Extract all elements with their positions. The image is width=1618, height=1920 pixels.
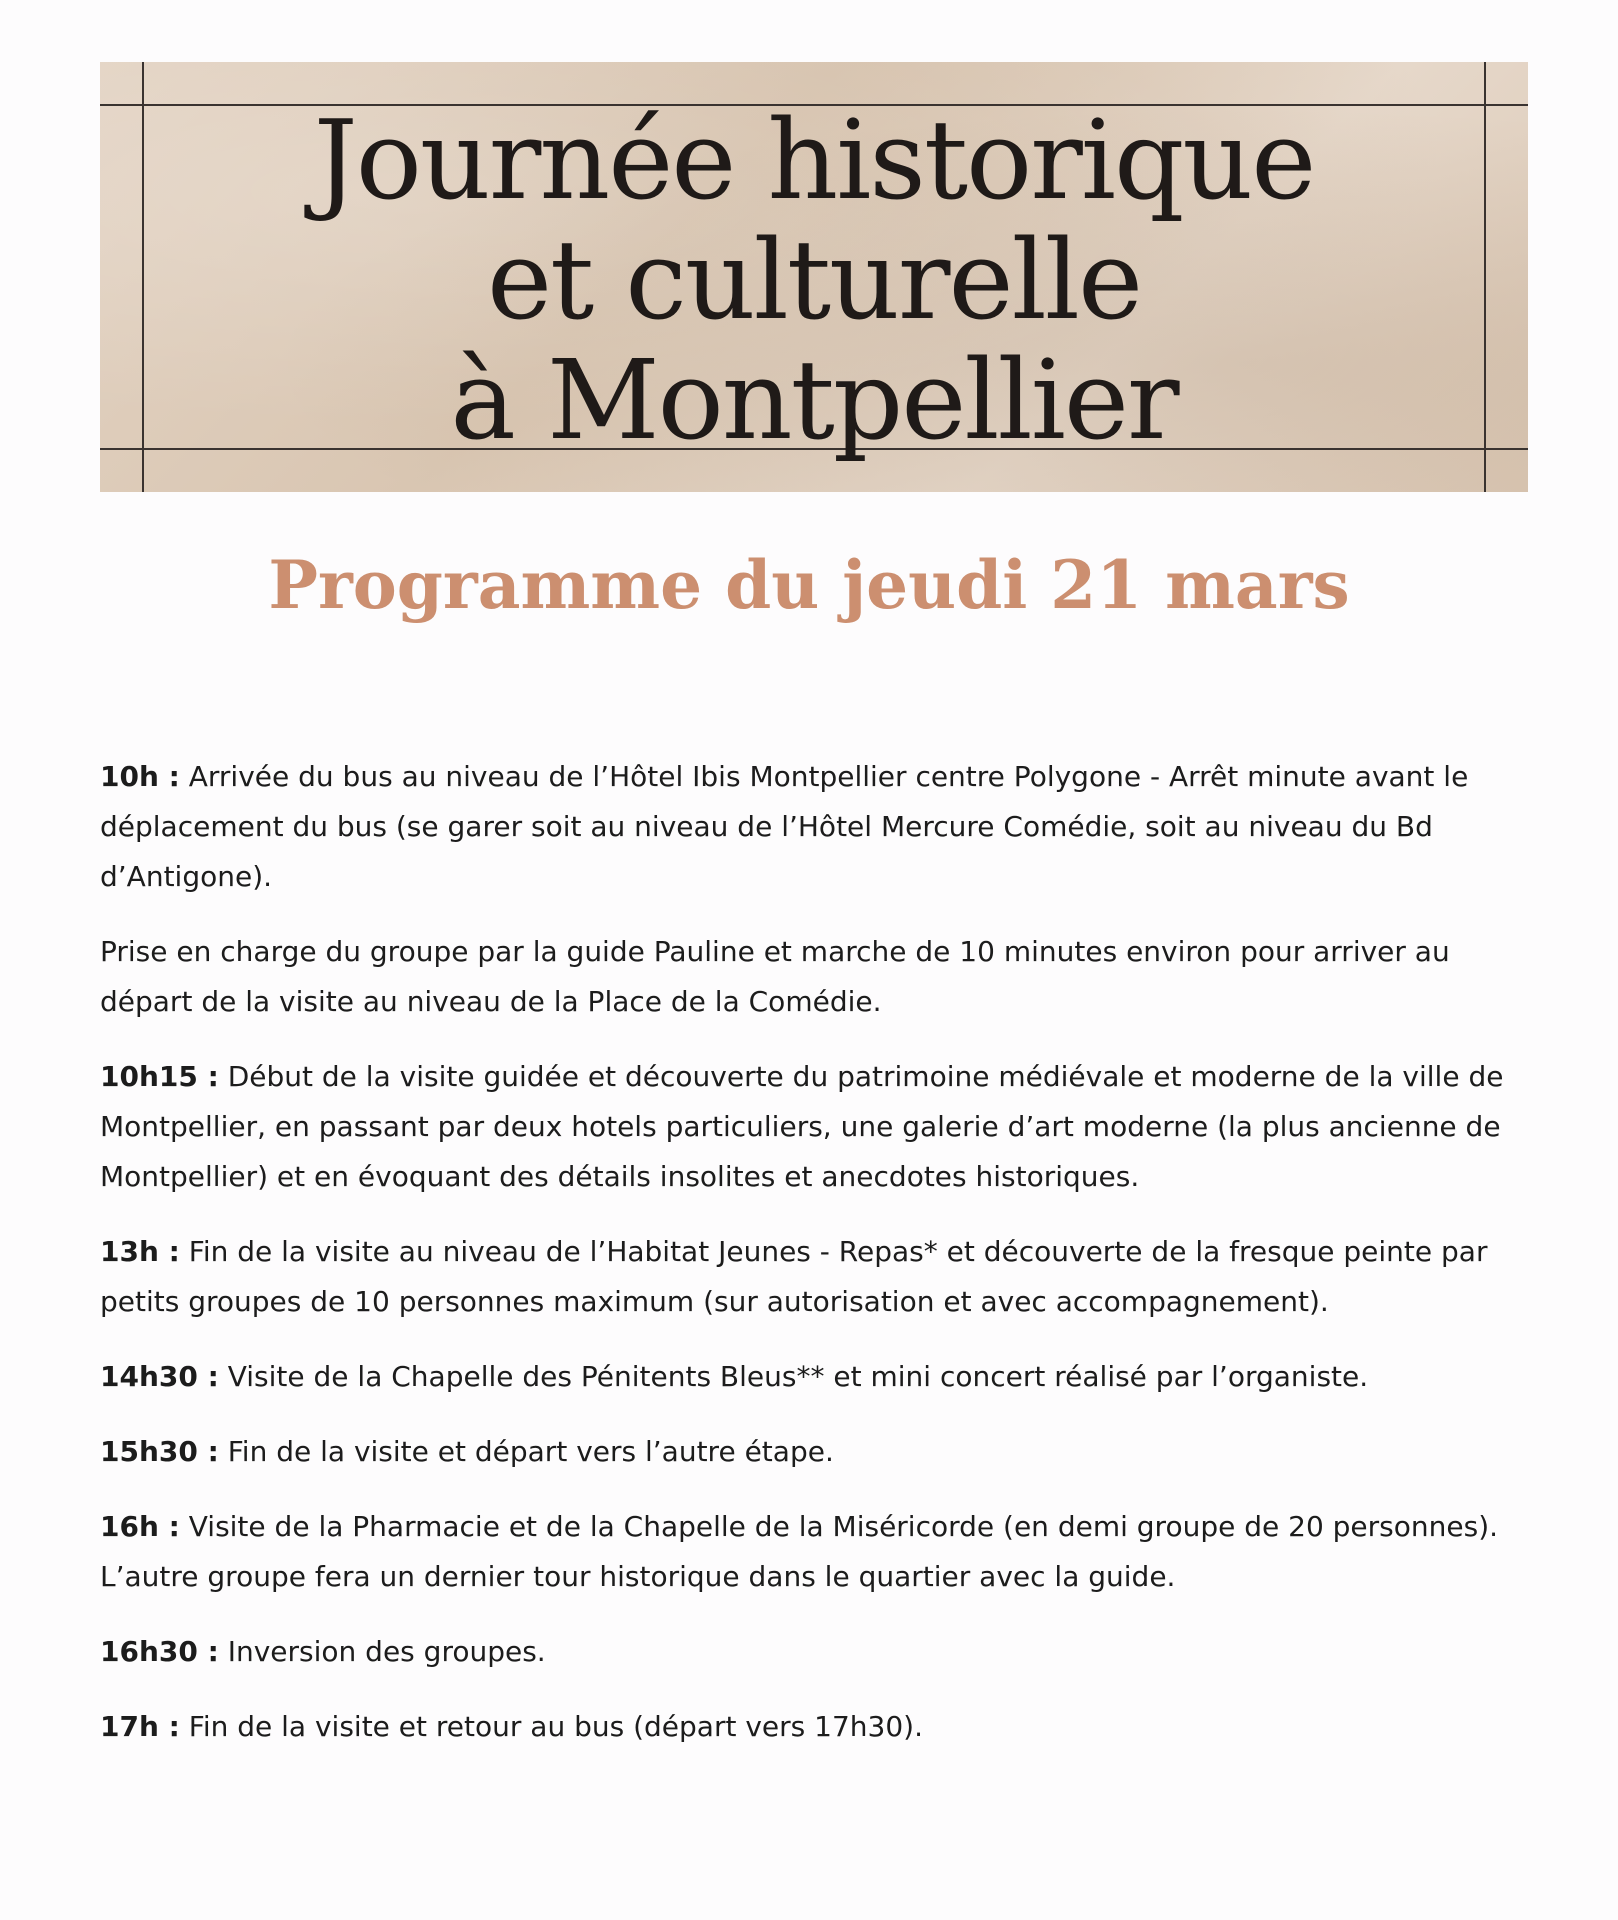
schedule-text: Prise en charge du groupe par la guide Pauline et marche de 10 minutes environ pour arriver au départ de la visite au niveau de la Place de la Comédie.	[100, 935, 1450, 1018]
title-line-1: Journée historique	[313, 96, 1315, 224]
title-line-3: à Montpellier	[450, 336, 1178, 464]
schedule-entry-15h30	[100, 1427, 1540, 1477]
schedule-entry-17h	[100, 1702, 1540, 1752]
schedule-entry-13h	[100, 1227, 1540, 1327]
schedule-entry-10h15	[100, 1052, 1540, 1202]
schedule-time: 16h :	[100, 1510, 180, 1543]
schedule-text: Fin de la visite au niveau de l’Habitat Jeunes - Repas* et découverte de la fresque peinte par petits groupes de 10 personnes maximum (sur autorisation et avec accompagnement).	[100, 1235, 1488, 1318]
schedule-time: 15h30 :	[100, 1435, 219, 1468]
program-subtitle: Programme du jeudi 21 mars	[268, 546, 1350, 624]
schedule-time: 10h :	[100, 760, 180, 793]
header-banner	[100, 62, 1528, 492]
schedule-text: Visite de la Pharmacie et de la Chapelle de la Miséricorde (en demi groupe de 20 personnes). L’autre groupe fera un dernier tour historique dans le quartier avec la guide.	[100, 1510, 1499, 1593]
schedule-entry-14h30	[100, 1352, 1540, 1402]
schedule-entry-16h	[100, 1502, 1540, 1602]
schedule-text: Début de la visite guidée et découverte du patrimoine médiévale et moderne de la ville de Montpellier, en passant par deux hotels particuliers, une galerie d’art moderne (la plus ancienne de Montpellier) et en évoquant des détails insolites et anecdotes historiques.	[100, 1060, 1504, 1193]
schedule-entry-10h	[100, 752, 1540, 902]
schedule-time: 17h :	[100, 1710, 180, 1743]
schedule-time: 14h30 :	[100, 1360, 219, 1393]
schedule-text: Fin de la visite et départ vers l’autre étape.	[227, 1435, 834, 1468]
schedule-text: Visite de la Chapelle des Pénitents Bleus** et mini concert réalisé par l’organiste.	[227, 1360, 1369, 1393]
schedule-text: Inversion des groupes.	[227, 1635, 546, 1668]
schedule-time: 16h30 :	[100, 1635, 219, 1668]
schedule-text: Fin de la visite et retour au bus (départ vers 17h30).	[188, 1710, 923, 1743]
title-line-2: et culturelle	[486, 216, 1142, 344]
schedule-entry-16h30	[100, 1627, 1540, 1677]
schedule-time: 10h15 :	[100, 1060, 219, 1093]
schedule-time: 13h :	[100, 1235, 180, 1268]
schedule-text: Arrivée du bus au niveau de l’Hôtel Ibis Montpellier centre Polygone - Arrêt minute avant le déplacement du bus (se garer soit au niveau de l’Hôtel Mercure Comédie, soit au niveau du Bd d’Antigone).	[100, 760, 1469, 893]
schedule-entry-pickup	[100, 927, 1540, 1027]
schedule-list	[100, 752, 1540, 1777]
page-title	[100, 96, 1528, 464]
